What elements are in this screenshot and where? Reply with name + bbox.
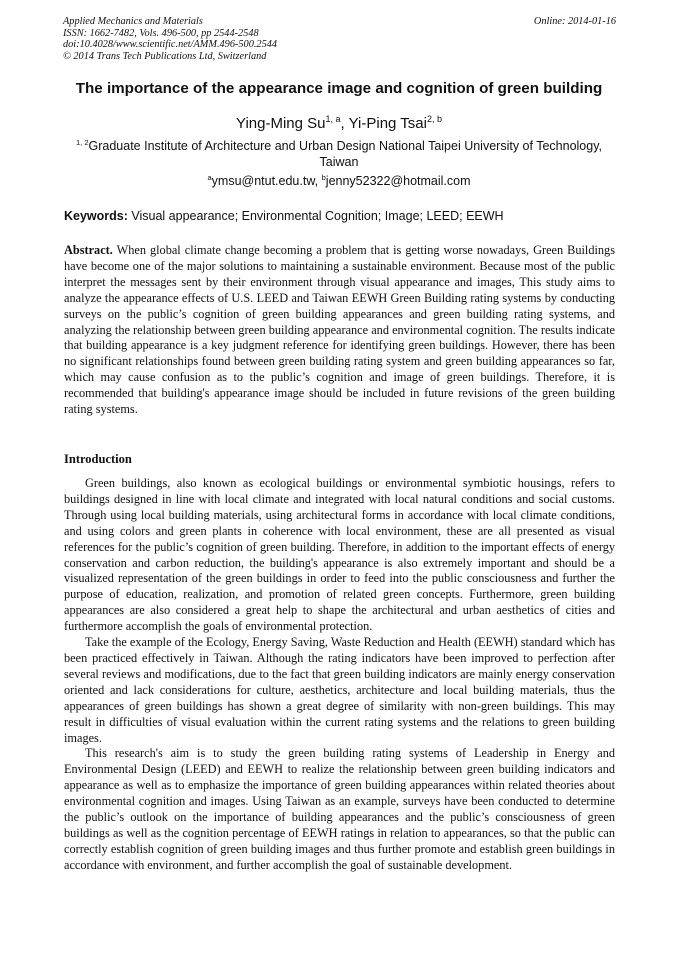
- email-superscript: a: [207, 172, 212, 182]
- affiliation-text: Graduate Institute of Architecture and Urban Design National Taipei University of Technology, Taiwan: [88, 139, 602, 169]
- affiliation: [66, 138, 612, 170]
- author-superscript: 1, a: [325, 114, 341, 124]
- keywords-text: Visual appearance; Environmental Cognition; Image; LEED; EEWH: [127, 209, 504, 223]
- author-separator: ,: [340, 115, 349, 132]
- keywords: [64, 209, 616, 223]
- affiliation-superscript: 1, 2: [76, 137, 89, 147]
- paragraph: This research's aim is to study the green building rating systems of Leadership in Energy and Environmental Design (LEED) and EEWH to realize the relationship between green building indicators and appearance as well as to emphasize the importance of green building appearances within related theories about environmental cognition and images. Using Taiwan as an example, surveys have been conducted to determine the public’s outlook on the importance of building appearances and the public’s consciousness of green buildings as well as the cognition percentage of EEWH ratings in relation to appearances, so that the public can correctly establish cognition of green building images and thus further promote and establish green buildings in accordance with environment, and further accomplish the goal of sustainable development.: [64, 746, 615, 872]
- paragraph: Green buildings, also known as ecological buildings or environmental symbiotic housings, refers to buildings designed in line with local climate and integrated with local natural conditions and social customs. Through using local building materials, using architectural forms in accordance with local climate conditions, and using colors and green plants in coherence with local environment, these are all presented as visual references for the public’s cognition of green building. Therefore, in addition to the important effects of energy conservation and carbon reduction, the building's appearance is also extremely important and should be a visualized representation of the green buildings in order to feed into the public consciousness and further the purpose of education, realization, and promotion of related green concepts. Furthermore, green building appearances are also considered a great help to shape the architectural and urban aesthetics of cities and furthermore accomplish the goals of environmental protection.: [64, 476, 615, 634]
- abstract-text: When global climate change becoming a problem that is getting worse nowadays, Green Buildings have become one of the major solutions to maintaining a sustainable environment. Because most of the public interpret the messages sent by their environment through visual appearance and images, This study aims to analyze the appearance effects of U.S. LEED and Taiwan EEWH Green Building rating systems by conducting surveys on the public’s cognition of green building appearances and green building rating systems, and analyzing the relationship between green building appearance and environmental cognition. The results indicate that building appearance is a key judgment reference for identifying green buildings. However, there has been no significant relationships found between green building rating system and green building appearances so far, which may cause confusion as to the public’s cognition and image of green buildings. Therefore, it is recommended that building's appearance image should be included in future revisions of the green building rating systems.: [64, 243, 615, 417]
- copyright-line: © 2014 Trans Tech Publications Ltd, Switzerland: [63, 50, 267, 62]
- author-line: [40, 115, 638, 132]
- online-date: Online: 2014-01-16: [533, 16, 616, 27]
- keywords-label: Keywords:: [64, 209, 128, 223]
- email-separator: ,: [314, 174, 322, 188]
- email-address: jenny52322@hotmail.com: [325, 174, 471, 188]
- publication-header: [63, 16, 616, 62]
- paper-title: The importance of the appearance image and cognition of green building: [75, 80, 603, 97]
- email-address: ymsu@ntut.edu.tw: [211, 174, 315, 188]
- email-superscript: b: [321, 172, 326, 182]
- journal-name: Applied Mechanics and Materials: [63, 16, 203, 27]
- author-name: Yi-Ping Tsai: [348, 115, 427, 132]
- paragraph: Take the example of the Ecology, Energy Saving, Waste Reduction and Health (EEWH) standard which has been practiced effectively in Taiwan. Although the rating indicators have been improved to perfection after several reviews and modifications, due to the fact that green building indicators are mainly energy conservation oriented and lack considerations for culture, aesthetics, architecture and local building materials, thus the appearances of green buildings has shown a great degree of similarity with non-green buildings. This may result in difficulties of visual evaluation within the current rating systems and the relations to green building images.: [64, 635, 615, 745]
- author-superscript: 2, b: [426, 114, 442, 124]
- abstract-label: Abstract.: [64, 243, 113, 257]
- introduction-body: [64, 476, 615, 874]
- author-name: Ying-Ming Su: [236, 115, 326, 132]
- issn-line: ISSN: 1662-7482, Vols. 496-500, pp 2544-2548: [63, 27, 259, 39]
- section-heading: Introduction: [64, 452, 132, 466]
- abstract: [64, 243, 615, 418]
- email-line: [40, 174, 638, 188]
- doi-line: doi:10.4028/www.scientific.net/AMM.496-500.2544: [63, 39, 278, 51]
